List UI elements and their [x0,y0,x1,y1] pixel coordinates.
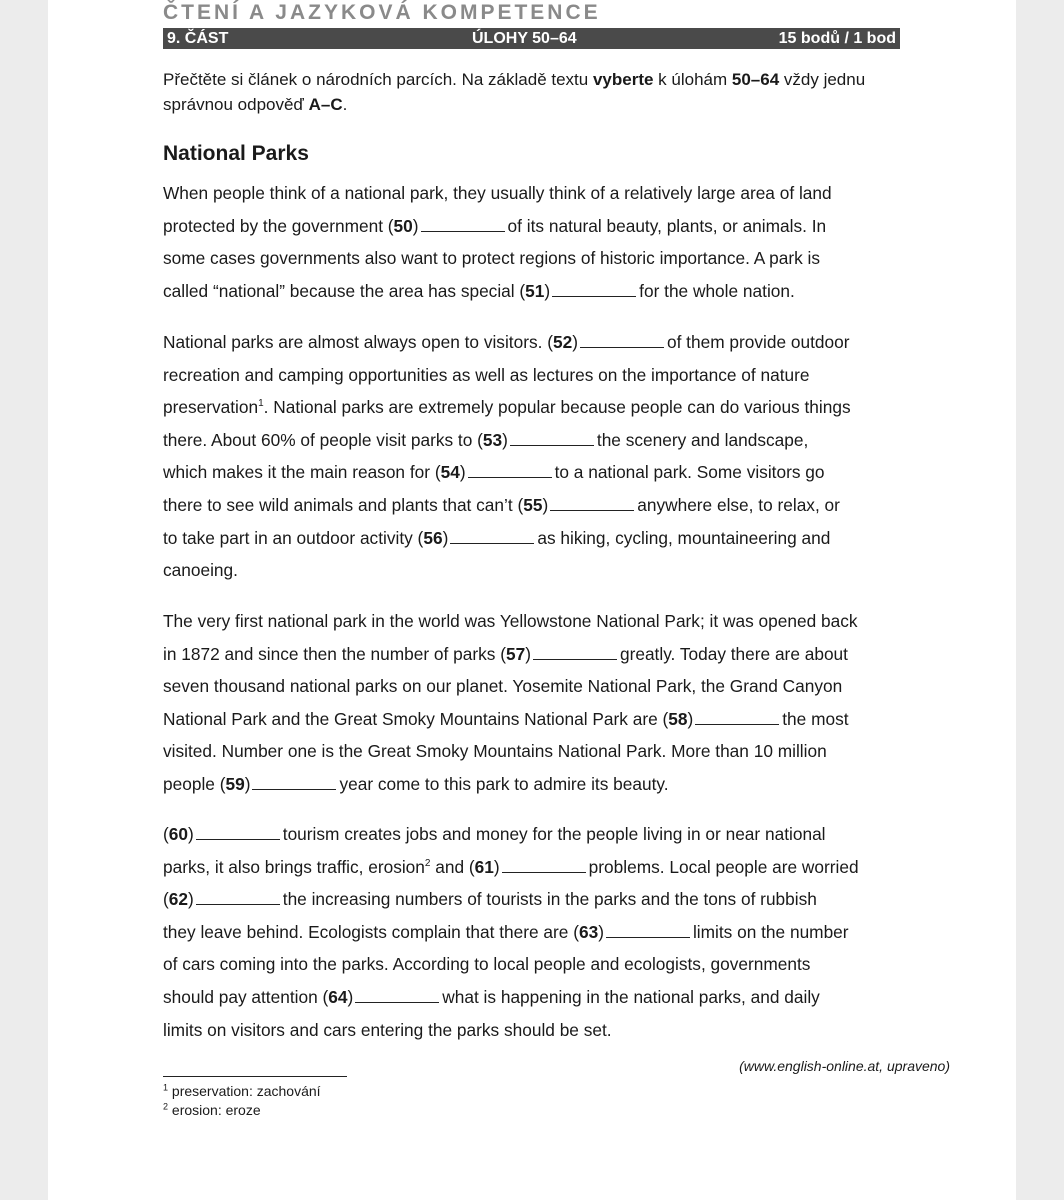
document-page [48,0,1016,1200]
answer-blank-62 [196,890,280,905]
answer-blank-60 [196,825,280,840]
footnote-divider [163,1076,347,1077]
part-label: 9. ČÁST [167,30,229,47]
answer-blank-50 [421,217,505,232]
paragraph-2: National parks are almost always open to visitors. (52) of them provide outdoor recreation and camping opportunities as well as lectures on the importance of nature preservation$^1$. National parks are extremely popular because people can do various things there. About 60% of people visit parks to (53) the scenery and landscape, which makes it the main reason for (54) to a national park. Some visitors go there to see wild animals and plants that can’t (55) anywhere else, to relax, or to take part in an outdoor activity (56) as hiking, cycling, mountaineering and canoeing. [163,332,851,581]
answer-blank-61 [502,858,586,873]
answer-blank-53 [510,431,594,446]
answer-blank-55 [550,496,634,511]
footnote-2: $^2$ erosion: eroze [163,1101,261,1118]
points-label: 15 bodů / 1 bod [778,30,896,47]
tasks-range: ÚLOHY 50–64 [472,30,577,47]
source-citation: (www.english-online.at, upraveno) [739,1058,950,1074]
answer-blank-58 [695,710,779,725]
answer-blank-59 [252,775,336,790]
article-title: National Parks [163,142,309,165]
paragraph-1: When people think of a national park, they usually think of a relatively large area of land protected by the government (50) of its natural beauty, plants, or animals. In some cases governments also want to protect regions of historic importance. A park is called “national” because the area has special (51) for the whole nation. [163,183,832,301]
answer-blank-63 [606,923,690,938]
footnote-ref-1: 1 [258,398,264,410]
task-header-bar [163,28,900,49]
paragraph-4: (60) tourism creates jobs and money for the people living in or near national parks, it also brings traffic, erosion$^2$ and (61) problems. Local people are worried (62) the increasing numbers of tourists in the parks and the tons of rubbish they leave behind. Ecologists complain that there are (63) limits on the number of cars coming into the parks. According to local people and ecologists, governments should pay attention (64) what is happening in the national parks, and daily limits on visitors and cars entering the parks should be set. [163,824,859,1040]
answer-blank-56 [450,529,534,544]
answer-blank-57 [533,645,617,660]
paragraph-3: The very first national park in the world was Yellowstone National Park; it was opened back in 1872 and since then the number of parks (57) greatly. Today there are about seven thousand national parks on our planet. Yosemite National Park, the Grand Canyon National Park and the Great Smoky Mountains National Park are (58) the most visited. Number one is the Great Smoky Mountains National Park. More than 10 million people (59) year come to this park to admire its beauty. [163,611,858,794]
answer-blank-54 [468,463,552,478]
footnote-1: $^1$ preservation: zachování [163,1082,321,1099]
footnotes [163,1082,321,1120]
answer-blank-52 [580,333,664,348]
instructions: Přečtěte si článek o národních parcích. Na základě textu vyberte k úlohám 50–64 vždy jednu správnou odpověď A–C. [163,70,866,114]
answer-blank-64 [355,988,439,1003]
footnote-ref-2: 2 [424,857,431,869]
answer-blank-51 [552,282,636,297]
section-title: ČTENÍ A JAZYKOVÁ KOMPETENCE [163,1,601,24]
